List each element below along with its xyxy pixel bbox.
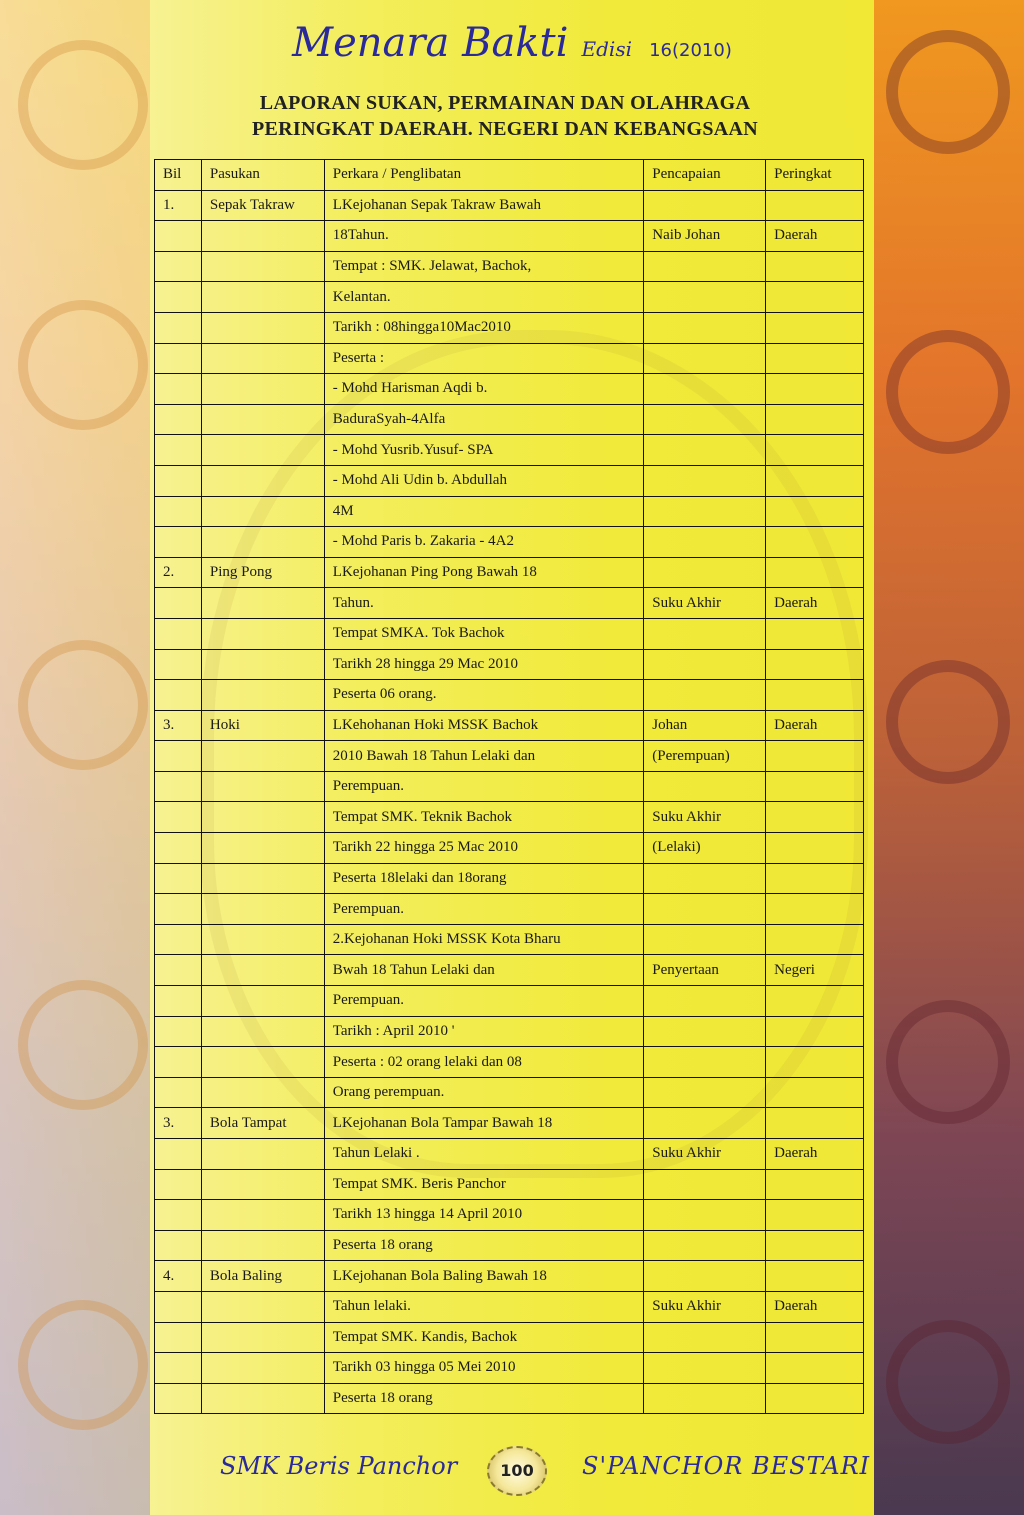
cell-pencapaian: Johan bbox=[644, 710, 766, 741]
table-row bbox=[155, 343, 864, 374]
cell-peringkat bbox=[766, 833, 864, 864]
cell-pencapaian bbox=[644, 986, 766, 1017]
cell-perkara: Peserta : 02 orang lelaki dan 08 bbox=[324, 1047, 644, 1078]
cell-pasukan: Bola Baling bbox=[201, 1261, 324, 1292]
cell-peringkat: Daerah bbox=[766, 588, 864, 619]
table-row bbox=[155, 1077, 864, 1108]
cell-perkara: Tarikh 03 hingga 05 Mei 2010 bbox=[324, 1353, 644, 1384]
cell-peringkat bbox=[766, 1322, 864, 1353]
cell-bil bbox=[155, 863, 202, 894]
header-pencapaian: Pencapaian bbox=[644, 160, 766, 191]
cell-peringkat bbox=[766, 986, 864, 1017]
table-row bbox=[155, 680, 864, 711]
table-row bbox=[155, 955, 864, 986]
cell-pencapaian: Penyertaan bbox=[644, 955, 766, 986]
cell-bil bbox=[155, 618, 202, 649]
footer-school-name: SMK Beris Panchor bbox=[220, 1452, 458, 1480]
cell-bil bbox=[155, 1383, 202, 1414]
cell-pasukan bbox=[201, 1047, 324, 1078]
cell-bil: 2. bbox=[155, 557, 202, 588]
cell-bil: 4. bbox=[155, 1261, 202, 1292]
cell-pencapaian bbox=[644, 374, 766, 405]
page-footer bbox=[0, 1452, 1024, 1492]
cell-pencapaian bbox=[644, 465, 766, 496]
cell-peringkat bbox=[766, 1169, 864, 1200]
cell-perkara: - Mohd Harisman Aqdi b. bbox=[324, 374, 644, 405]
cell-peringkat bbox=[766, 1200, 864, 1231]
cell-perkara: 2010 Bawah 18 Tahun Lelaki dan bbox=[324, 741, 644, 772]
cell-pencapaian: Suku Akhir bbox=[644, 588, 766, 619]
cell-peringkat: Daerah bbox=[766, 1291, 864, 1322]
cell-bil bbox=[155, 924, 202, 955]
cell-peringkat bbox=[766, 1261, 864, 1292]
cell-bil bbox=[155, 771, 202, 802]
cell-perkara: LKejohanan Bola Tampar Bawah 18 bbox=[324, 1108, 644, 1139]
cell-pencapaian bbox=[644, 527, 766, 558]
cell-pasukan bbox=[201, 1077, 324, 1108]
cell-pasukan bbox=[201, 1291, 324, 1322]
cell-bil bbox=[155, 404, 202, 435]
table-row bbox=[155, 251, 864, 282]
edition-year: 16(2010) bbox=[649, 40, 732, 61]
cell-peringkat bbox=[766, 282, 864, 313]
cell-pasukan: Ping Pong bbox=[201, 557, 324, 588]
table-row bbox=[155, 404, 864, 435]
cell-bil bbox=[155, 282, 202, 313]
cell-peringkat bbox=[766, 802, 864, 833]
cell-pencapaian bbox=[644, 1322, 766, 1353]
cell-perkara: Peserta 18 orang bbox=[324, 1383, 644, 1414]
cell-perkara: - Mohd Yusrib.Yusuf- SPA bbox=[324, 435, 644, 466]
table-row bbox=[155, 986, 864, 1017]
cell-bil bbox=[155, 741, 202, 772]
cell-pencapaian bbox=[644, 312, 766, 343]
cell-peringkat bbox=[766, 1353, 864, 1384]
cell-bil bbox=[155, 1169, 202, 1200]
header-bil: Bil bbox=[155, 160, 202, 191]
cell-peringkat bbox=[766, 465, 864, 496]
table-row bbox=[155, 1169, 864, 1200]
cell-pasukan bbox=[201, 1016, 324, 1047]
cell-pasukan bbox=[201, 1383, 324, 1414]
cell-perkara: Tempat SMK. Teknik Bachok bbox=[324, 802, 644, 833]
cell-bil: 3. bbox=[155, 710, 202, 741]
cell-pasukan bbox=[201, 496, 324, 527]
cell-pasukan bbox=[201, 1169, 324, 1200]
cell-bil bbox=[155, 527, 202, 558]
cell-perkara: Peserta : bbox=[324, 343, 644, 374]
cell-peringkat: Negeri bbox=[766, 955, 864, 986]
cell-peringkat bbox=[766, 251, 864, 282]
cell-pasukan bbox=[201, 221, 324, 252]
table-header-row bbox=[155, 160, 864, 191]
cell-perkara: Tempat SMK. Beris Panchor bbox=[324, 1169, 644, 1200]
cell-pasukan: Bola Tampat bbox=[201, 1108, 324, 1139]
cell-peringkat: Daerah bbox=[766, 221, 864, 252]
cell-bil: 3. bbox=[155, 1108, 202, 1139]
cell-bil bbox=[155, 833, 202, 864]
table-row bbox=[155, 282, 864, 313]
cell-peringkat bbox=[766, 1108, 864, 1139]
cell-pencapaian bbox=[644, 1383, 766, 1414]
ornament-left bbox=[18, 980, 148, 1110]
table-row bbox=[155, 1261, 864, 1292]
cell-perkara: Peserta 18lelaki dan 18orang bbox=[324, 863, 644, 894]
header-peringkat: Peringkat bbox=[766, 160, 864, 191]
cell-pencapaian bbox=[644, 1353, 766, 1384]
table-row bbox=[155, 435, 864, 466]
table-row bbox=[155, 802, 864, 833]
cell-perkara: Tarikh : 08hingga10Mac2010 bbox=[324, 312, 644, 343]
cell-pasukan bbox=[201, 374, 324, 405]
edition-label: Edisi bbox=[581, 37, 632, 61]
cell-perkara: BaduraSyah-4Alfa bbox=[324, 404, 644, 435]
cell-pencapaian: (Lelaki) bbox=[644, 833, 766, 864]
cell-pasukan bbox=[201, 986, 324, 1017]
cell-pencapaian: Naib Johan bbox=[644, 221, 766, 252]
cell-pencapaian: Suku Akhir bbox=[644, 802, 766, 833]
cell-pasukan: Sepak Takraw bbox=[201, 190, 324, 221]
cell-pencapaian bbox=[644, 1016, 766, 1047]
cell-pencapaian: Suku Akhir bbox=[644, 1139, 766, 1170]
header-perkara: Perkara / Penglibatan bbox=[324, 160, 644, 191]
cell-pasukan: Hoki bbox=[201, 710, 324, 741]
table-row bbox=[155, 1230, 864, 1261]
cell-perkara: Tempat SMK. Kandis, Bachok bbox=[324, 1322, 644, 1353]
cell-perkara: LKejohanan Bola Baling Bawah 18 bbox=[324, 1261, 644, 1292]
cell-perkara: LKejohanan Sepak Takraw Bawah bbox=[324, 190, 644, 221]
cell-pasukan bbox=[201, 618, 324, 649]
table-row bbox=[155, 221, 864, 252]
cell-pencapaian bbox=[644, 435, 766, 466]
cell-pencapaian bbox=[644, 863, 766, 894]
cell-pasukan bbox=[201, 1230, 324, 1261]
cell-pasukan bbox=[201, 435, 324, 466]
cell-pencapaian bbox=[644, 1047, 766, 1078]
cell-pencapaian: Suku Akhir bbox=[644, 1291, 766, 1322]
cell-bil bbox=[155, 955, 202, 986]
cell-peringkat bbox=[766, 1230, 864, 1261]
cell-perkara: Tahun Lelaki . bbox=[324, 1139, 644, 1170]
cell-peringkat bbox=[766, 618, 864, 649]
ornament-left bbox=[18, 1300, 148, 1430]
cell-pasukan bbox=[201, 251, 324, 282]
table-row bbox=[155, 1200, 864, 1231]
cell-pencapaian bbox=[644, 1261, 766, 1292]
cell-pencapaian bbox=[644, 680, 766, 711]
cell-peringkat bbox=[766, 1047, 864, 1078]
footer-motto: S'PANCHOR BESTARI bbox=[582, 1452, 871, 1480]
cell-bil bbox=[155, 802, 202, 833]
cell-perkara: 4M bbox=[324, 496, 644, 527]
subtitle-line-2: PERINGKAT DAERAH. NEGERI DAN KEBANGSAAN bbox=[251, 118, 759, 140]
cell-peringkat bbox=[766, 680, 864, 711]
subtitle-line-1: LAPORAN SUKAN, PERMAINAN DAN OLAHRAGA bbox=[259, 92, 751, 114]
cell-peringkat bbox=[766, 343, 864, 374]
cell-perkara: Tarikh 28 hingga 29 Mac 2010 bbox=[324, 649, 644, 680]
cell-bil bbox=[155, 1047, 202, 1078]
cell-peringkat bbox=[766, 1383, 864, 1414]
table-row bbox=[155, 1353, 864, 1384]
cell-bil bbox=[155, 680, 202, 711]
cell-perkara: Tempat SMKA. Tok Bachok bbox=[324, 618, 644, 649]
cell-perkara: Perempuan. bbox=[324, 986, 644, 1017]
table-row bbox=[155, 527, 864, 558]
cell-pasukan bbox=[201, 588, 324, 619]
cell-pencapaian bbox=[644, 251, 766, 282]
cell-pasukan bbox=[201, 741, 324, 772]
cell-bil bbox=[155, 1322, 202, 1353]
cell-pasukan bbox=[201, 649, 324, 680]
cell-bil bbox=[155, 465, 202, 496]
cell-pasukan bbox=[201, 894, 324, 925]
table-row bbox=[155, 771, 864, 802]
cell-pencapaian bbox=[644, 1200, 766, 1231]
cell-pencapaian bbox=[644, 649, 766, 680]
cell-pencapaian bbox=[644, 894, 766, 925]
cell-perkara: Tahun. bbox=[324, 588, 644, 619]
cell-peringkat bbox=[766, 190, 864, 221]
ornament-left bbox=[18, 640, 148, 770]
cell-pasukan bbox=[201, 1353, 324, 1384]
cell-perkara: Tarikh 13 hingga 14 April 2010 bbox=[324, 1200, 644, 1231]
page-title bbox=[0, 90, 1010, 142]
table-row bbox=[155, 741, 864, 772]
magazine-header bbox=[0, 20, 1024, 66]
cell-pasukan bbox=[201, 802, 324, 833]
table-row bbox=[155, 496, 864, 527]
page-number-badge: 100 bbox=[487, 1446, 547, 1496]
ornament-left bbox=[18, 300, 148, 430]
cell-pasukan bbox=[201, 527, 324, 558]
cell-perkara: Peserta 06 orang. bbox=[324, 680, 644, 711]
cell-pasukan bbox=[201, 680, 324, 711]
cell-bil bbox=[155, 649, 202, 680]
cell-bil bbox=[155, 588, 202, 619]
cell-bil bbox=[155, 251, 202, 282]
cell-pencapaian bbox=[644, 618, 766, 649]
cell-perkara: LKejohanan Ping Pong Bawah 18 bbox=[324, 557, 644, 588]
table-row bbox=[155, 649, 864, 680]
table-row bbox=[155, 312, 864, 343]
table-row bbox=[155, 190, 864, 221]
cell-peringkat bbox=[766, 863, 864, 894]
cell-pasukan bbox=[201, 343, 324, 374]
cell-perkara: Orang perempuan. bbox=[324, 1077, 644, 1108]
cell-pasukan bbox=[201, 771, 324, 802]
cell-bil bbox=[155, 1291, 202, 1322]
table-row bbox=[155, 894, 864, 925]
cell-peringkat bbox=[766, 527, 864, 558]
header-pasukan: Pasukan bbox=[201, 160, 324, 191]
table-row bbox=[155, 833, 864, 864]
cell-peringkat bbox=[766, 312, 864, 343]
cell-pasukan bbox=[201, 1200, 324, 1231]
cell-peringkat: Daerah bbox=[766, 1139, 864, 1170]
cell-peringkat bbox=[766, 649, 864, 680]
table-row bbox=[155, 1291, 864, 1322]
cell-pencapaian bbox=[644, 404, 766, 435]
cell-peringkat bbox=[766, 771, 864, 802]
cell-perkara: Tempat : SMK. Jelawat, Bachok, bbox=[324, 251, 644, 282]
cell-pencapaian bbox=[644, 496, 766, 527]
cell-peringkat bbox=[766, 557, 864, 588]
cell-peringkat bbox=[766, 404, 864, 435]
table-row bbox=[155, 588, 864, 619]
cell-pasukan bbox=[201, 863, 324, 894]
cell-bil bbox=[155, 1200, 202, 1231]
cell-bil bbox=[155, 312, 202, 343]
cell-peringkat bbox=[766, 924, 864, 955]
cell-peringkat: Daerah bbox=[766, 710, 864, 741]
cell-bil bbox=[155, 221, 202, 252]
ornament-right bbox=[886, 1000, 1010, 1124]
cell-bil bbox=[155, 1353, 202, 1384]
cell-peringkat bbox=[766, 1077, 864, 1108]
magazine-title: Menara Bakti bbox=[292, 20, 569, 66]
cell-pasukan bbox=[201, 465, 324, 496]
cell-pasukan bbox=[201, 312, 324, 343]
cell-pencapaian bbox=[644, 190, 766, 221]
table-row bbox=[155, 1016, 864, 1047]
cell-perkara: Kelantan. bbox=[324, 282, 644, 313]
cell-bil bbox=[155, 496, 202, 527]
ornament-right bbox=[886, 660, 1010, 784]
cell-pencapaian: (Perempuan) bbox=[644, 741, 766, 772]
cell-bil bbox=[155, 1077, 202, 1108]
cell-peringkat bbox=[766, 894, 864, 925]
cell-bil bbox=[155, 435, 202, 466]
cell-bil bbox=[155, 1139, 202, 1170]
cell-pencapaian bbox=[644, 1077, 766, 1108]
cell-pencapaian bbox=[644, 1108, 766, 1139]
table-row bbox=[155, 1322, 864, 1353]
table-row bbox=[155, 465, 864, 496]
table-row bbox=[155, 557, 864, 588]
cell-bil bbox=[155, 894, 202, 925]
cell-perkara: Tahun lelaki. bbox=[324, 1291, 644, 1322]
cell-pasukan bbox=[201, 1322, 324, 1353]
cell-pencapaian bbox=[644, 343, 766, 374]
cell-pasukan bbox=[201, 833, 324, 864]
cell-peringkat bbox=[766, 374, 864, 405]
cell-perkara: Bwah 18 Tahun Lelaki dan bbox=[324, 955, 644, 986]
ornament-right bbox=[886, 1320, 1010, 1444]
cell-perkara: LKehohanan Hoki MSSK Bachok bbox=[324, 710, 644, 741]
cell-perkara: Perempuan. bbox=[324, 894, 644, 925]
cell-perkara: Tarikh 22 hingga 25 Mac 2010 bbox=[324, 833, 644, 864]
cell-pencapaian bbox=[644, 557, 766, 588]
cell-pencapaian bbox=[644, 1169, 766, 1200]
cell-perkara: Tarikh : April 2010 ' bbox=[324, 1016, 644, 1047]
cell-pasukan bbox=[201, 924, 324, 955]
cell-pasukan bbox=[201, 282, 324, 313]
sports-report-table bbox=[154, 159, 864, 1414]
cell-peringkat bbox=[766, 741, 864, 772]
cell-pencapaian bbox=[644, 282, 766, 313]
cell-bil: 1. bbox=[155, 190, 202, 221]
table-row bbox=[155, 924, 864, 955]
table-row bbox=[155, 863, 864, 894]
cell-peringkat bbox=[766, 496, 864, 527]
table-row bbox=[155, 1383, 864, 1414]
cell-pasukan bbox=[201, 955, 324, 986]
table-row bbox=[155, 618, 864, 649]
table-row bbox=[155, 1139, 864, 1170]
cell-pasukan bbox=[201, 1139, 324, 1170]
cell-peringkat bbox=[766, 1016, 864, 1047]
table-row bbox=[155, 1108, 864, 1139]
table-row bbox=[155, 1047, 864, 1078]
cell-perkara: 18Tahun. bbox=[324, 221, 644, 252]
cell-bil bbox=[155, 343, 202, 374]
cell-pasukan bbox=[201, 404, 324, 435]
table-row bbox=[155, 374, 864, 405]
cell-bil bbox=[155, 986, 202, 1017]
cell-peringkat bbox=[766, 435, 864, 466]
cell-pencapaian bbox=[644, 1230, 766, 1261]
ornament-right bbox=[886, 330, 1010, 454]
cell-perkara: - Mohd Ali Udin b. Abdullah bbox=[324, 465, 644, 496]
cell-pencapaian bbox=[644, 771, 766, 802]
cell-bil bbox=[155, 1016, 202, 1047]
table-row bbox=[155, 710, 864, 741]
cell-perkara: 2.Kejohanan Hoki MSSK Kota Bharu bbox=[324, 924, 644, 955]
cell-perkara: - Mohd Paris b. Zakaria - 4A2 bbox=[324, 527, 644, 558]
cell-perkara: Perempuan. bbox=[324, 771, 644, 802]
cell-perkara: Peserta 18 orang bbox=[324, 1230, 644, 1261]
cell-bil bbox=[155, 1230, 202, 1261]
cell-pencapaian bbox=[644, 924, 766, 955]
cell-bil bbox=[155, 374, 202, 405]
